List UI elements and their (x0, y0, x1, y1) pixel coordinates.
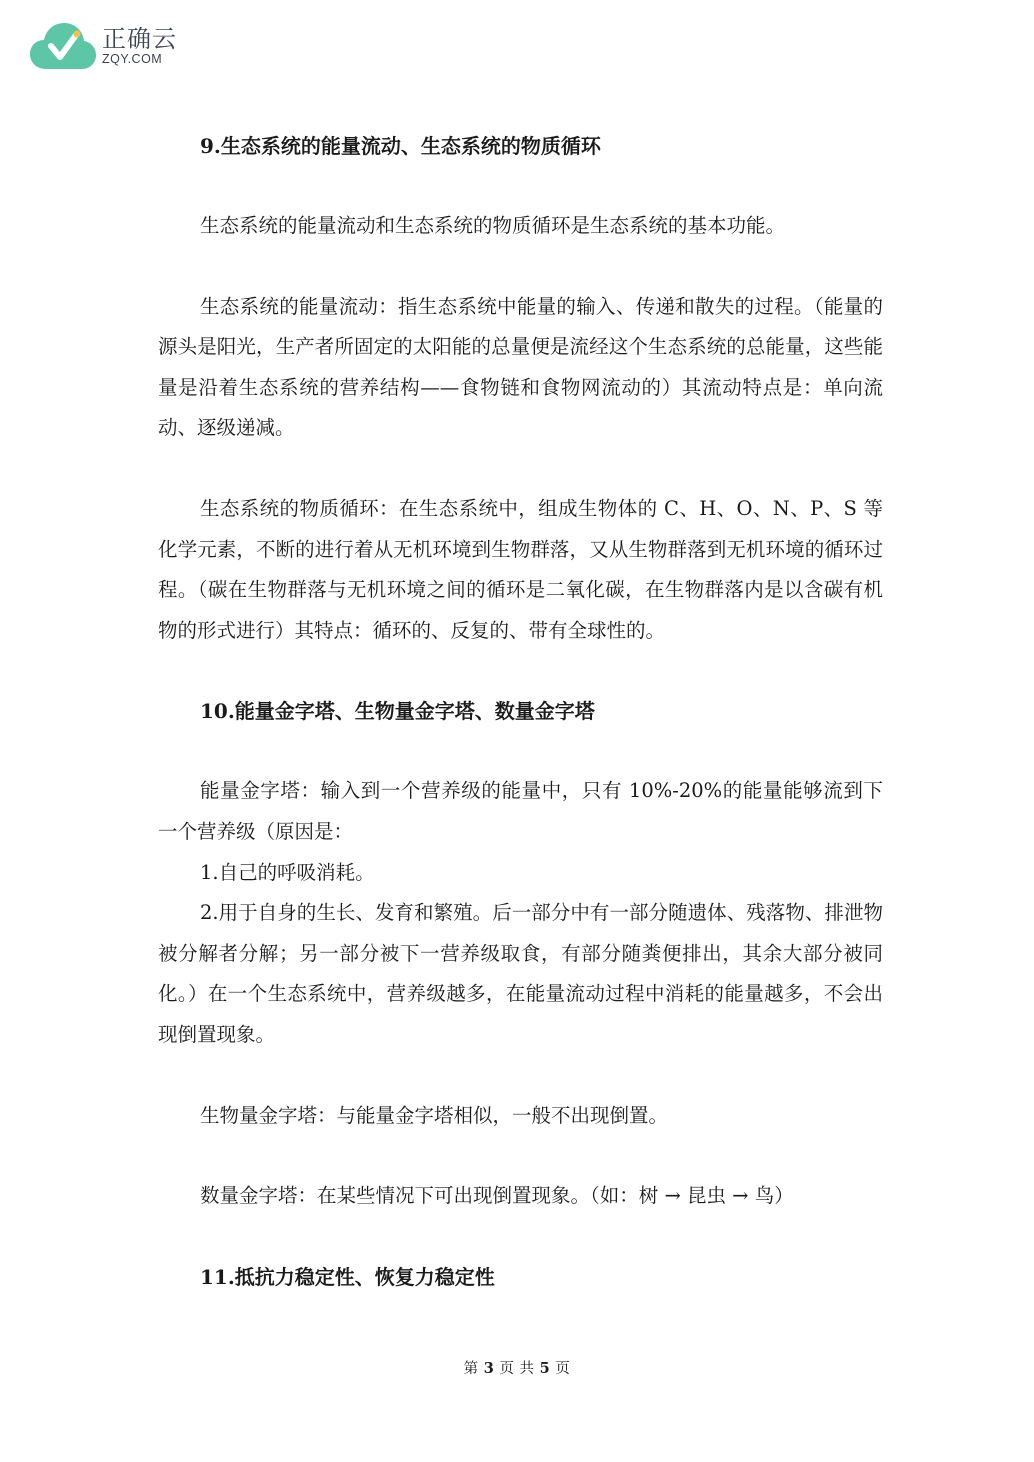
section-10-paragraph-3: 数量金字塔：在某些情况下可出现倒置现象。（如：树 → 昆虫 → 鸟） (200, 1184, 794, 1208)
section-9-paragraph-2: 生态系统的能量流动：指生态系统中能量的输入、传递和散失的过程。（能量的源头是阳光，生产者所固定的太阳能的总量便是流经这个生态系统的总能量，这些能量是沿着生态系统的营养结构——食物链和食物网流动的）其流动特点是：单向流动、逐级递减。 (158, 294, 883, 440)
page-footer (0, 1357, 1034, 1378)
site-logo[interactable] (30, 18, 177, 74)
document-body (158, 126, 883, 1297)
total-page-number: 5 (539, 1360, 551, 1377)
section-10-paragraph-1: 能量金字塔：输入到一个营养级的能量中，只有 10%-20%的能量能够流到下一个营养级（原因是： (158, 779, 883, 843)
section-10-list-item-2: 2.用于自身的生长、发育和繁殖。后一部分中有一部分随遗体、残落物、排泄物被分解者分解；另一部分被下一营养级取食，有部分随粪便排出，其余大部分被同化。）在一个生态系统中，营养级越多，在能量流动过程中消耗的能量越多，不会出现倒置现象。 (158, 901, 883, 1046)
cloud-check-icon (30, 19, 96, 73)
spacer (158, 1217, 883, 1257)
spacer (158, 731, 883, 771)
section-9-paragraph-3: 生态系统的物质循环：在生态系统中，组成生物体的 C、H、O、N、P、S 等化学元素，不断的进行着从无机环境到生物群落，又从生物群落到无机环境的循环过程。（碳在生物群落与无机环境之间的循环是二氧化碳，在生物群落内是以含碳有机物的形式进行）其特点：循环的、反复的、带有全球性的。 (158, 496, 883, 642)
section-10-list-item-1: 1.自己的呼吸消耗。 (200, 860, 375, 884)
section-9-paragraph-1: 生态系统的能量流动和生态系统的物质循环是生态系统的基本功能。 (200, 214, 786, 237)
spacer (158, 247, 883, 287)
spacer (158, 166, 883, 206)
logo-cn-text: 正确云 (102, 24, 177, 53)
footer-suffix: 页 (555, 1361, 571, 1377)
footer-prefix: 第 (463, 1361, 479, 1377)
section-11-heading: 11.抵抗力稳定性、恢复力稳定性 (200, 1264, 495, 1289)
logo-en-text: ZQY.COM (102, 51, 163, 66)
spacer (158, 1136, 883, 1176)
spacer (158, 1056, 883, 1096)
section-9-heading: 9.生态系统的能量流动、生态系统的物质循环 (200, 134, 601, 158)
section-10-paragraph-2: 生物量金字塔：与能量金字塔相似，一般不出现倒置。 (200, 1103, 669, 1127)
section-10-heading: 10.能量金字塔、生物量金字塔、数量金字塔 (200, 699, 595, 724)
current-page-number: 3 (483, 1360, 495, 1377)
spacer (158, 651, 883, 691)
spacer (158, 449, 883, 489)
footer-middle: 页 共 (499, 1361, 535, 1377)
